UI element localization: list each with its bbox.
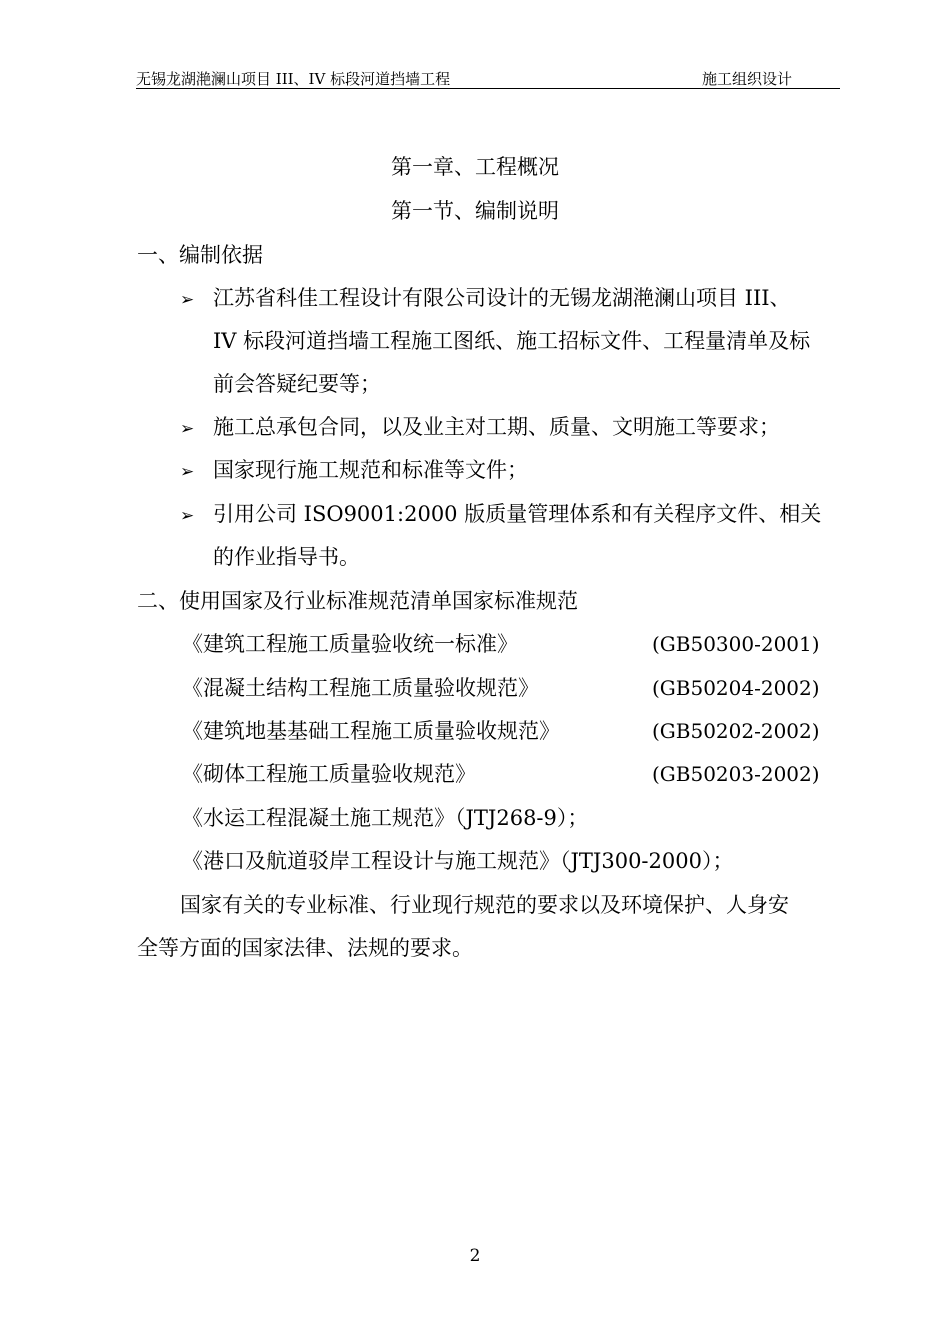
closing-paragraph-cont: 全等方面的国家法律、法规的要求。 bbox=[137, 936, 473, 960]
standard-code: (GB50202-2002) bbox=[652, 719, 820, 743]
standard-name: 《建筑工程施工质量验收统一标准》 bbox=[182, 632, 518, 656]
part2-heading: 二、使用国家及行业标准规范清单国家标准规范 bbox=[137, 589, 578, 613]
part1-heading: 一、编制依据 bbox=[137, 243, 263, 267]
bullet-arrow-icon: ➢ bbox=[180, 462, 195, 482]
standard-extra: 《港口及航道驳岸工程设计与施工规范》（JTJ300-2000）； bbox=[182, 849, 734, 873]
bullet-arrow-icon: ➢ bbox=[180, 506, 195, 526]
standard-extra: 《水运工程混凝土施工规范》（JTJ268-9）； bbox=[182, 806, 589, 830]
standard-name: 《混凝土结构工程施工质量验收规范》 bbox=[182, 676, 539, 700]
standard-name: 《砌体工程施工质量验收规范》 bbox=[182, 762, 476, 786]
header-doc-type: 施工组织设计 bbox=[702, 70, 793, 88]
standard-name: 《建筑地基基础工程施工质量验收规范》 bbox=[182, 719, 560, 743]
bullet-text: 引用公司 ISO9001:2000 版质量管理体系和有关程序文件、相关 bbox=[213, 502, 822, 526]
standard-code: (GB50203-2002) bbox=[652, 762, 820, 786]
bullet-text-cont: IV 标段河道挡墙工程施工图纸、施工招标文件、工程量清单及标 bbox=[213, 329, 811, 353]
page-header bbox=[136, 64, 840, 89]
bullet-arrow-icon: ➢ bbox=[180, 419, 195, 439]
bullet-arrow-icon: ➢ bbox=[180, 290, 195, 310]
standard-code: (GB50204-2002) bbox=[652, 676, 820, 700]
bullet-text: 江苏省科佳工程设计有限公司设计的无锡龙湖滟澜山项目 III、 bbox=[213, 286, 791, 310]
section-title: 第一节、编制说明 bbox=[391, 199, 559, 223]
chapter-title: 第一章、工程概况 bbox=[391, 155, 559, 179]
closing-paragraph: 国家有关的专业标准、行业现行规范的要求以及环境保护、人身安 bbox=[180, 893, 789, 917]
page-number: 2 bbox=[469, 1246, 481, 1266]
header-project-title: 无锡龙湖滟澜山项目 III、IV 标段河道挡墙工程 bbox=[136, 70, 451, 88]
standard-code: (GB50300-2001) bbox=[652, 632, 820, 656]
bullet-text: 国家现行施工规范和标准等文件； bbox=[213, 458, 528, 482]
bullet-text-cont: 的作业指导书。 bbox=[213, 545, 360, 569]
bullet-text: 施工总承包合同，以及业主对工期、质量、文明施工等要求； bbox=[213, 415, 780, 439]
bullet-text-cont: 前会答疑纪要等； bbox=[213, 372, 381, 396]
